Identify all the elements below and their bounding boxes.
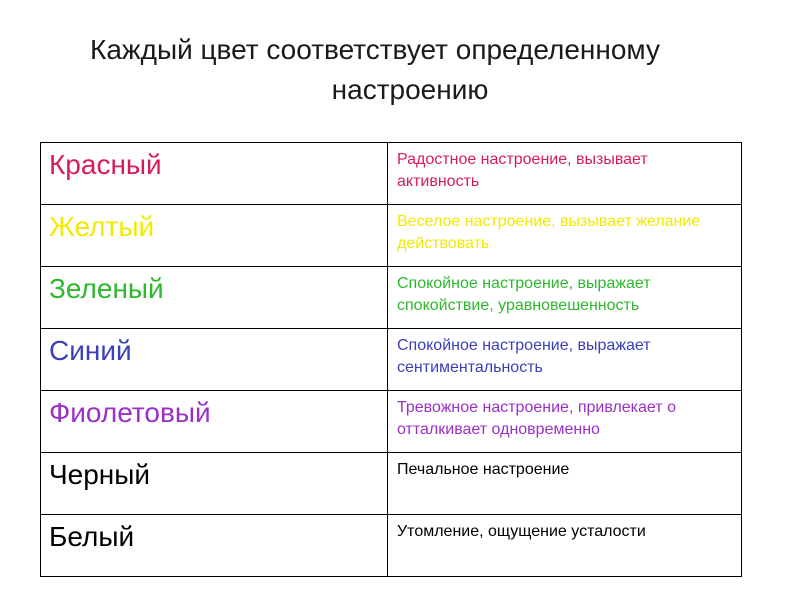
- table-row: [41, 453, 742, 515]
- color-cell: [41, 329, 388, 391]
- color-name-white: Белый: [49, 521, 135, 552]
- title-line-2: настроению: [331, 74, 489, 105]
- color-name-blue: Синий: [49, 335, 132, 366]
- color-cell: [41, 205, 388, 267]
- table-row: [41, 391, 742, 453]
- description-cell: [388, 329, 742, 391]
- description-cell: [388, 453, 742, 515]
- color-mood-table: [40, 142, 742, 577]
- description-cell: [388, 143, 742, 205]
- mood-description-white: Утомление, ощущение усталости: [397, 523, 646, 540]
- description-cell: [388, 515, 742, 577]
- color-name-red: Красный: [49, 149, 162, 180]
- table-row: [41, 515, 742, 577]
- color-cell: [41, 453, 388, 515]
- mood-description-yellow: Веселое настроение, вызывает желание действовать: [397, 213, 701, 252]
- color-name-green: Зеленый: [49, 273, 164, 304]
- table-row: [41, 205, 742, 267]
- table-row: [41, 143, 742, 205]
- color-cell: [41, 515, 388, 577]
- mood-description-red: Радостное настроение, вызывает активность: [397, 151, 648, 190]
- color-name-yellow: Желтый: [49, 211, 155, 242]
- description-cell: [388, 205, 742, 267]
- color-cell: [41, 391, 388, 453]
- mood-description-blue: Спокойное настроение, выражает сентиментальность: [397, 337, 651, 376]
- mood-description-violet: Тревожное настроение, привлекает о отталкивает одновременно: [397, 399, 676, 438]
- description-cell: [388, 267, 742, 329]
- mood-description-black: Печальное настроение: [397, 461, 570, 478]
- color-cell: [41, 143, 388, 205]
- color-name-black: Черный: [49, 459, 151, 490]
- table-row: [41, 267, 742, 329]
- mood-description-green: Спокойное настроение, выражает спокойствие, уравновешенность: [397, 275, 651, 314]
- page-title: [0, 30, 800, 110]
- title-line-1: Каждый цвет соответствует определенному: [90, 34, 660, 65]
- color-cell: [41, 267, 388, 329]
- color-name-violet: Фиолетовый: [49, 397, 211, 428]
- table-row: [41, 329, 742, 391]
- description-cell: [388, 391, 742, 453]
